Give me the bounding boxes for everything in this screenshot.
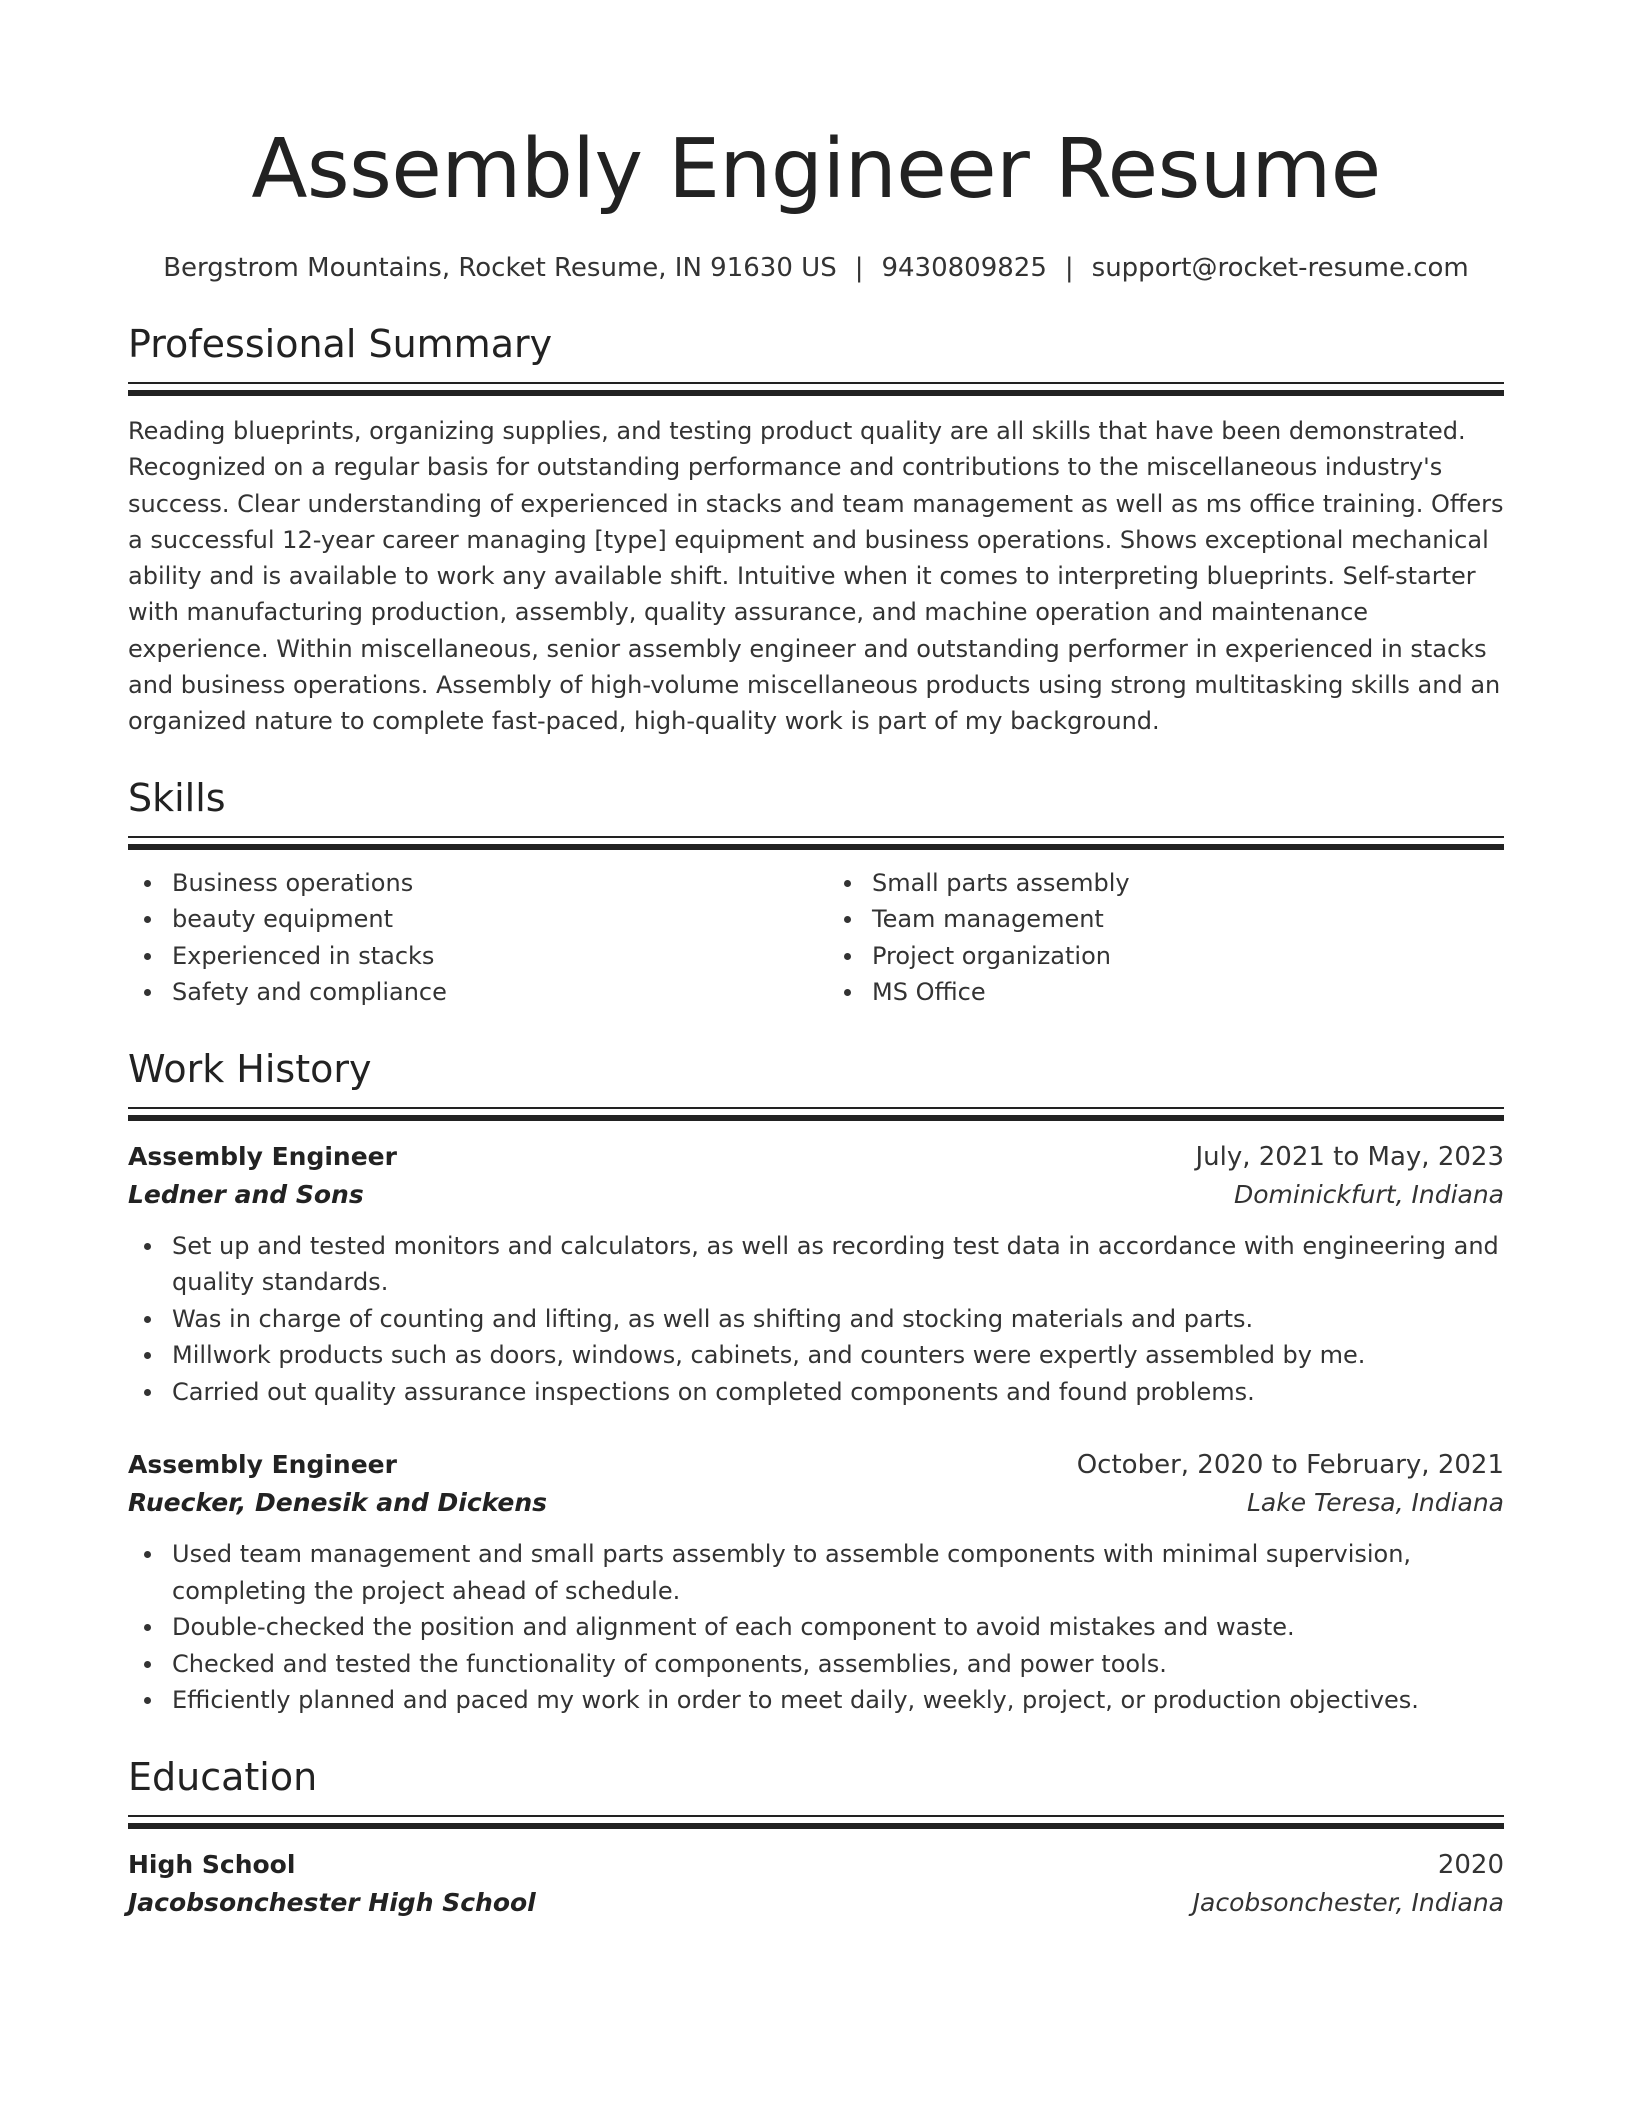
job-company: Ledner and Sons	[128, 1179, 364, 1209]
job-duty: Used team management and small parts assembly to assemble components with minimal supervision, completing the project ahead of schedule.	[128, 1536, 1504, 1609]
summary-heading: Professional Summary	[128, 322, 553, 366]
contact-phone: 9430809825	[881, 253, 1047, 283]
job-entry	[128, 1446, 1504, 1719]
contact-line	[128, 250, 1504, 286]
job-dates: October, 2020 to February, 2021	[1076, 1450, 1504, 1481]
education-section	[128, 1753, 1504, 1922]
skill-item: Project organization	[828, 938, 1504, 975]
job-title: Assembly Engineer	[128, 1450, 397, 1480]
skill-item: beauty equipment	[128, 901, 804, 938]
skill-item: Experienced in stacks	[128, 938, 804, 975]
contact-email: support@rocket-resume.com	[1091, 253, 1469, 283]
summary-text: Reading blueprints, organizing supplies, and testing product quality are all skills that have been demonstrated. Recognized on a regular basis for outstanding performance and contributions to the miscellaneous industry's success. Clear understanding of experienced in stacks and team management as well as ms office training. Offers a successful 12-year career managing [type] equipment and business operations. Shows exceptional mechanical ability and is available to work any available shift. Intuitive when it comes to interpreting blueprints. Self-starter with manufacturing production, assembly, quality assurance, and machine operation and maintenance experience. Within miscellaneous, senior assembly engineer and outstanding performer in experienced in stacks and business operations. Assembly of high-volume miscellaneous products using strong multitasking skills and an organized nature to complete fast-paced, high-quality work is part of my background.	[128, 417, 1504, 736]
education-heading: Education	[128, 1754, 318, 1799]
section-divider	[128, 382, 1504, 395]
job-dates: July, 2021 to May, 2023	[1195, 1141, 1504, 1172]
work-history-heading: Work History	[128, 1046, 372, 1091]
job-duty: Millwork products such as doors, windows, cabinets, and counters were expertly assembled by me.	[128, 1337, 1504, 1374]
education-school: Jacobsonchester High School	[128, 1887, 536, 1917]
education-school-row	[128, 1884, 1504, 1922]
skill-item: Safety and compliance	[128, 974, 804, 1011]
skill-item: Small parts assembly	[828, 865, 1504, 902]
job-duty: Double-checked the position and alignment of each component to avoid mistakes and waste.	[128, 1609, 1504, 1646]
job-duty: Efficiently planned and paced my work in order to meet daily, weekly, project, or production objectives.	[128, 1682, 1504, 1719]
section-divider	[128, 1107, 1504, 1120]
skills-column-left	[128, 865, 804, 1011]
contact-separator: |	[1064, 253, 1074, 283]
job-duties-list	[128, 1536, 1504, 1719]
education-year: 2020	[1437, 1849, 1504, 1880]
summary-section	[128, 320, 1504, 740]
education-entry	[128, 1846, 1504, 1922]
job-location: Lake Teresa, Indiana	[1246, 1488, 1504, 1518]
job-location: Dominickfurt, Indiana	[1234, 1179, 1504, 1209]
work-history-section	[128, 1045, 1504, 1719]
resume-title: Assembly Engineer Resume	[251, 122, 1381, 217]
skill-item: MS Office	[828, 974, 1504, 1011]
skills-section	[128, 774, 1504, 1011]
job-company-row	[128, 1484, 1504, 1522]
job-company-row	[128, 1176, 1504, 1214]
skills-column-right	[828, 865, 1504, 1011]
job-company: Ruecker, Denesik and Dickens	[128, 1488, 548, 1518]
job-duty: Set up and tested monitors and calculators, as well as recording test data in accordance with engineering and quality standards.	[128, 1228, 1504, 1301]
section-divider	[128, 836, 1504, 849]
education-header-row	[128, 1846, 1504, 1884]
contact-separator: |	[854, 253, 864, 283]
skill-item: Business operations	[128, 865, 804, 902]
education-degree: High School	[128, 1849, 296, 1879]
job-title: Assembly Engineer	[128, 1141, 397, 1171]
job-duty: Carried out quality assurance inspections on completed components and found problems.	[128, 1374, 1504, 1411]
skills-grid	[128, 865, 1504, 1011]
job-header-row	[128, 1138, 1504, 1176]
job-entry	[128, 1138, 1504, 1411]
job-duty: Was in charge of counting and lifting, as well as shifting and stocking materials and parts.	[128, 1301, 1504, 1338]
section-divider	[128, 1815, 1504, 1828]
skill-item: Team management	[828, 901, 1504, 938]
education-location: Jacobsonchester, Indiana	[1192, 1887, 1504, 1917]
job-duty: Checked and tested the functionality of components, assemblies, and power tools.	[128, 1646, 1504, 1683]
job-duties-list	[128, 1228, 1504, 1411]
skills-heading: Skills	[128, 775, 226, 820]
job-header-row	[128, 1446, 1504, 1484]
contact-address: Bergstrom Mountains, Rocket Resume, IN 91630 US	[163, 253, 837, 283]
